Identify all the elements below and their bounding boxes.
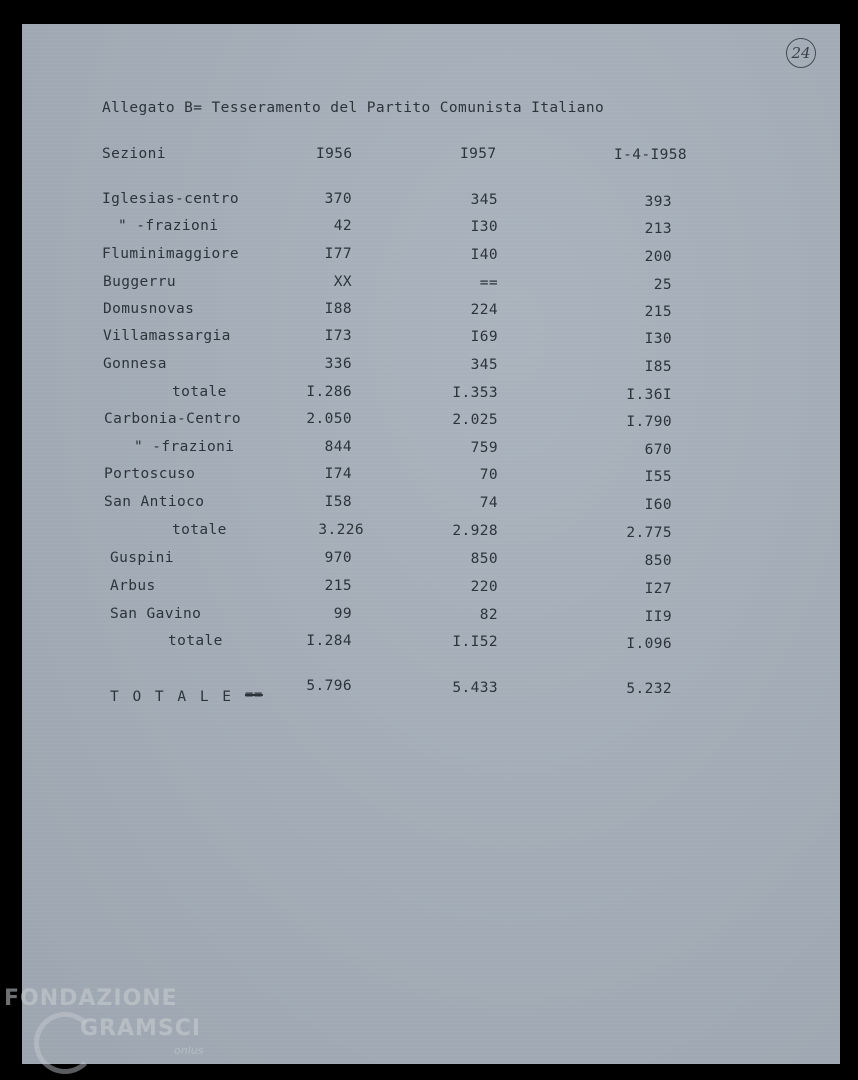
header-sezioni: Sezioni (102, 146, 166, 162)
row-1958: I85 (644, 359, 672, 375)
row-name: Buggerru (103, 274, 177, 290)
row-1956: 99 (333, 606, 352, 622)
row-1957: 850 (470, 551, 498, 567)
row-name: Arbus (110, 578, 156, 594)
row-1958: 393 (644, 194, 672, 210)
row-1958: 850 (644, 553, 672, 569)
row-1957: I30 (470, 219, 498, 235)
row-1958: I.096 (626, 636, 672, 652)
row-name: Domusnovas (103, 301, 195, 317)
row-1958: 670 (644, 442, 672, 458)
row-1957: I.I52 (452, 634, 498, 650)
row-name: Gonnesa (103, 356, 167, 372)
row-1957: 345 (470, 357, 498, 373)
row-1958: 213 (644, 221, 672, 237)
row-1957: 224 (470, 302, 498, 318)
row-1958: 215 (644, 304, 672, 320)
grand-total-label: T O T A L E (110, 689, 234, 705)
row-1957: 70 (479, 467, 498, 483)
watermark-sub: onlus (174, 1044, 204, 1057)
row-1958: I.790 (626, 414, 672, 430)
row-1958: I55 (644, 469, 672, 485)
row-1957: 2.025 (452, 412, 498, 428)
row-name: totale (172, 522, 227, 538)
row-name: totale (168, 633, 223, 649)
row-1958: I.36I (626, 387, 672, 403)
row-1956: I.284 (306, 633, 352, 649)
row-1958: I27 (644, 581, 672, 597)
row-1956: I74 (324, 466, 352, 482)
row-1957: 74 (479, 495, 498, 511)
row-name: Guspini (110, 550, 174, 566)
row-1956: I58 (324, 494, 352, 510)
row-1956: I88 (324, 301, 352, 317)
row-1957: 82 (479, 607, 498, 623)
row-1957: I40 (470, 247, 498, 263)
watermark-name: FONDAZIONE (4, 986, 178, 1011)
row-1956: I77 (324, 246, 352, 262)
row-name: Iglesias-centro (102, 191, 239, 207)
page-number-stamp: 24 (786, 38, 816, 68)
row-1957: == (479, 275, 498, 291)
fondazione-gramsci-watermark (4, 986, 234, 1080)
row-1958: I60 (644, 497, 672, 513)
header-1956: I956 (316, 146, 353, 162)
row-1956: I73 (324, 328, 352, 344)
row-name: Carbonia-Centro (104, 411, 241, 427)
row-1958: II9 (644, 609, 672, 625)
row-1957: 220 (470, 579, 498, 595)
row-1958: 200 (644, 249, 672, 265)
row-name: totale (172, 384, 227, 400)
row-name: Villamassargia (103, 328, 231, 344)
row-1956: 370 (324, 191, 352, 207)
row-name: Portoscuso (104, 466, 196, 482)
row-1957: I69 (470, 329, 498, 345)
row-1958: 2.775 (626, 525, 672, 541)
grand-total-1958: 5.232 (626, 681, 672, 697)
row-1956: XX (333, 274, 352, 290)
row-1956: 970 (324, 550, 352, 566)
document-title: Allegato B= Tesseramento del Partito Comunista Italiano (102, 100, 605, 116)
grand-total-1957: 5.433 (452, 680, 498, 696)
document-page (22, 24, 840, 1064)
row-name: San Antioco (104, 494, 205, 510)
row-name: " -frazioni (118, 218, 219, 234)
row-1956: 3.226 (318, 522, 364, 538)
row-1956: 336 (324, 356, 352, 372)
row-name: " -frazioni (134, 439, 235, 455)
row-1958: 25 (653, 277, 672, 293)
row-1957: 759 (470, 440, 498, 456)
row-1956: I.286 (306, 384, 352, 400)
row-1956: 844 (324, 439, 352, 455)
row-1958: I30 (644, 331, 672, 347)
row-1957: 2.928 (452, 523, 498, 539)
struck-out-text: == (245, 687, 263, 703)
row-1957: 345 (470, 192, 498, 208)
row-1956: 215 (324, 578, 352, 594)
watermark-name2: GRAMSCI (80, 1016, 202, 1041)
header-1957: I957 (460, 146, 497, 162)
row-1956: 2.050 (306, 411, 352, 427)
row-name: San Gavino (110, 606, 202, 622)
row-1956: 42 (333, 218, 352, 234)
grand-total-1956: 5.796 (306, 678, 352, 694)
header-1958: I-4-I958 (614, 147, 688, 163)
row-name: Fluminimaggiore (102, 246, 239, 262)
row-1957: I.353 (452, 385, 498, 401)
